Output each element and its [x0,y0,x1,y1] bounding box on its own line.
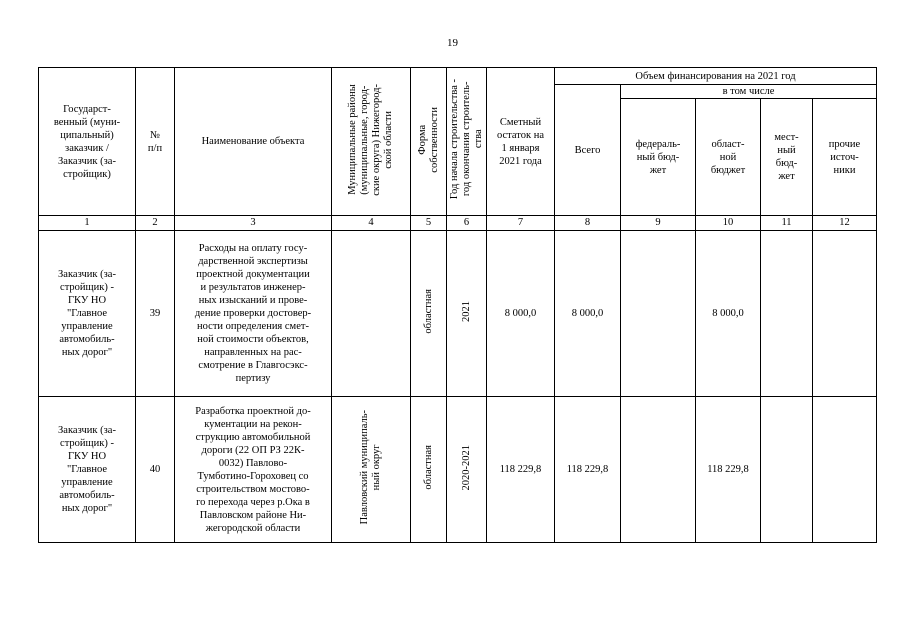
row-estimate: 118 229,8 [487,397,555,543]
column-number: 6 [447,216,487,231]
row-ownership-text: областная [422,289,434,334]
row-years-text: 2020-2021 [460,444,472,491]
header-other: прочие источ- ники [813,99,877,216]
column-number: 10 [696,216,761,231]
row-object-name: Разработка проектной до- кументации на рекон- струкцию автомобильной дороги (22 ОП РЗ 22К- 0032) Павлово- Тумботино-Гороховец со строительством мостово- го перехода через р.Ока в Павловском районе Ни- жегородской области [175,397,332,543]
row-district [332,397,411,543]
header-financing-group: Объем финансирования на 2021 год [555,68,877,85]
header-district-text: Муниципальные районы (муниципальные, город- ские округа) Нижегород- ской области [347,83,394,196]
row-local [761,231,813,397]
column-number: 11 [761,216,813,231]
row-regional: 118 229,8 [696,397,761,543]
column-number: 2 [136,216,175,231]
header-years-text: Год начала строительства - год окончания строитель- ства [449,79,484,200]
row-total: 8 000,0 [555,231,621,397]
table-row [39,231,877,397]
row-regional: 8 000,0 [696,231,761,397]
column-number: 3 [175,216,332,231]
row-other [813,397,877,543]
row-number: 40 [136,397,175,543]
row-ownership-text: областная [422,445,434,490]
row-customer: Заказчик (за- стройщик) - ГКУ НО "Главное управление автомобиль- ных дорог" [39,397,136,543]
header-object-name: Наименование объекта [175,68,332,216]
column-number: 5 [411,216,447,231]
row-object-name: Расходы на оплату госу- дарственной экспертизы проектной документации и результатов инженер- ных изысканий и прове- дение проверки достовер- ности определения смет- ной стоимости объектов, направленных на рас- смотрение в Главгосэкс- пертизу [175,231,332,397]
column-number: 7 [487,216,555,231]
row-local [761,397,813,543]
row-number: 39 [136,231,175,397]
column-number: 8 [555,216,621,231]
row-customer: Заказчик (за- стройщик) - ГКУ НО "Главное управление автомобиль- ных дорог" [39,231,136,397]
column-numbers-row [39,216,877,231]
row-other [813,231,877,397]
page-number: 19 [447,37,458,49]
row-years-text: 2021 [460,301,472,322]
column-number: 9 [621,216,696,231]
financing-table [38,67,877,543]
row-district [332,231,411,397]
row-total: 118 229,8 [555,397,621,543]
table-row [39,397,877,543]
row-federal [621,231,696,397]
header-regional: област- ной бюджет [696,99,761,216]
row-estimate: 8 000,0 [487,231,555,397]
header-including-group: в том числе [621,85,877,99]
header-years [447,68,487,216]
header-total: Всего [555,85,621,216]
header-federal: федераль- ный бюд- жет [621,99,696,216]
row-ownership [411,397,447,543]
header-customer: Государст- венный (муни- ципальный) заказчик / Заказчик (за- стройщик) [39,68,136,216]
header-district [332,68,411,216]
column-number: 12 [813,216,877,231]
header-local: мест- ный бюд- жет [761,99,813,216]
row-years [447,231,487,397]
header-ownership [411,68,447,216]
row-federal [621,397,696,543]
header-number: № п/п [136,68,175,216]
row-ownership [411,231,447,397]
header-ownership-text: Форма собственности [416,106,440,173]
header-row-1 [39,68,877,85]
column-number: 1 [39,216,136,231]
row-district-text: Павловский муниципаль- ный округ [359,410,382,525]
column-number: 4 [332,216,411,231]
row-years [447,397,487,543]
header-estimate: Сметный остаток на 1 января 2021 года [487,68,555,216]
